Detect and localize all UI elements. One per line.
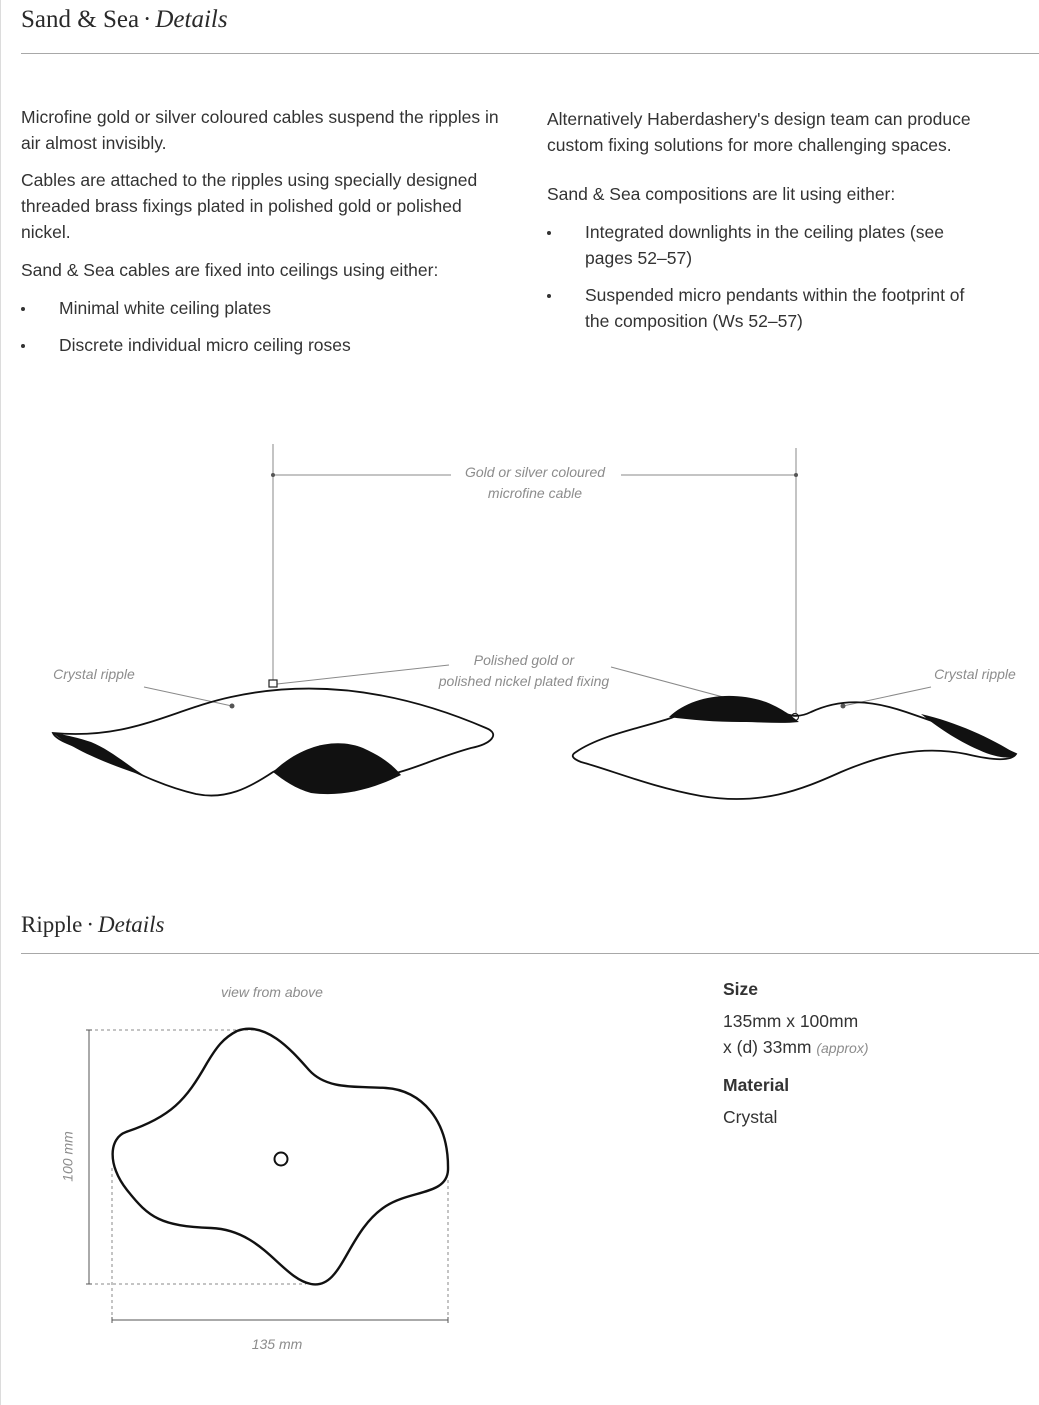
fixing-callout: Polished gold or polished nickel plated fixing <box>438 652 610 689</box>
left-paragraph-fixings: Cables are attached to the ripples using specially designed threaded brass fixings plated in polished gold or polished nickel. <box>21 170 478 242</box>
cable-callout: Gold or silver coloured microfine cable <box>464 464 606 501</box>
title-main: Ripple <box>21 912 83 937</box>
list-item: Integrated downlights in the ceiling plates (see pages 52–57) <box>547 219 987 271</box>
size-value: 135mm x 100mm x (d) 33mm (approx) <box>723 1011 869 1057</box>
width-dimension-label: 135 mm <box>251 1336 303 1352</box>
right-ripple-callout: Crystal ripple <box>934 666 1016 682</box>
ripple-plan-diagram <box>1 0 1039 1405</box>
material-label: Material <box>723 1075 790 1095</box>
fixing-point-icon <box>275 1153 288 1166</box>
view-label: view from above <box>221 984 323 1000</box>
title-separator: · <box>86 912 95 937</box>
title-italic: Details <box>98 912 165 937</box>
size-label: Size <box>723 979 759 999</box>
title-main: Sand & Sea <box>21 6 140 33</box>
list-item: Minimal white ceiling plates <box>21 295 501 321</box>
list-item: Suspended micro pendants within the footprint of the composition (Ws 52–57) <box>547 282 987 334</box>
list-item: Discrete individual micro ceiling roses <box>21 332 501 358</box>
right-paragraph-lighting: Sand & Sea compositions are lit using either: <box>547 184 896 204</box>
approx-note: (approx) <box>816 1040 869 1056</box>
left-paragraph-cables: Microfine gold or silver coloured cables suspend the ripples in air almost invisibly. <box>21 107 499 153</box>
left-paragraph-ceiling: Sand & Sea cables are fixed into ceilings using either: <box>21 260 439 280</box>
height-dimension-label: 100 mm <box>59 1131 76 1182</box>
right-paragraph-custom: Alternatively Haberdashery's design team can produce custom fixing solutions for more challenging spaces. <box>547 109 971 155</box>
left-ripple-callout: Crystal ripple <box>53 666 135 682</box>
material-value: Crystal <box>723 1107 778 1127</box>
title-separator: · <box>143 6 152 33</box>
title-italic: Details <box>155 6 228 33</box>
